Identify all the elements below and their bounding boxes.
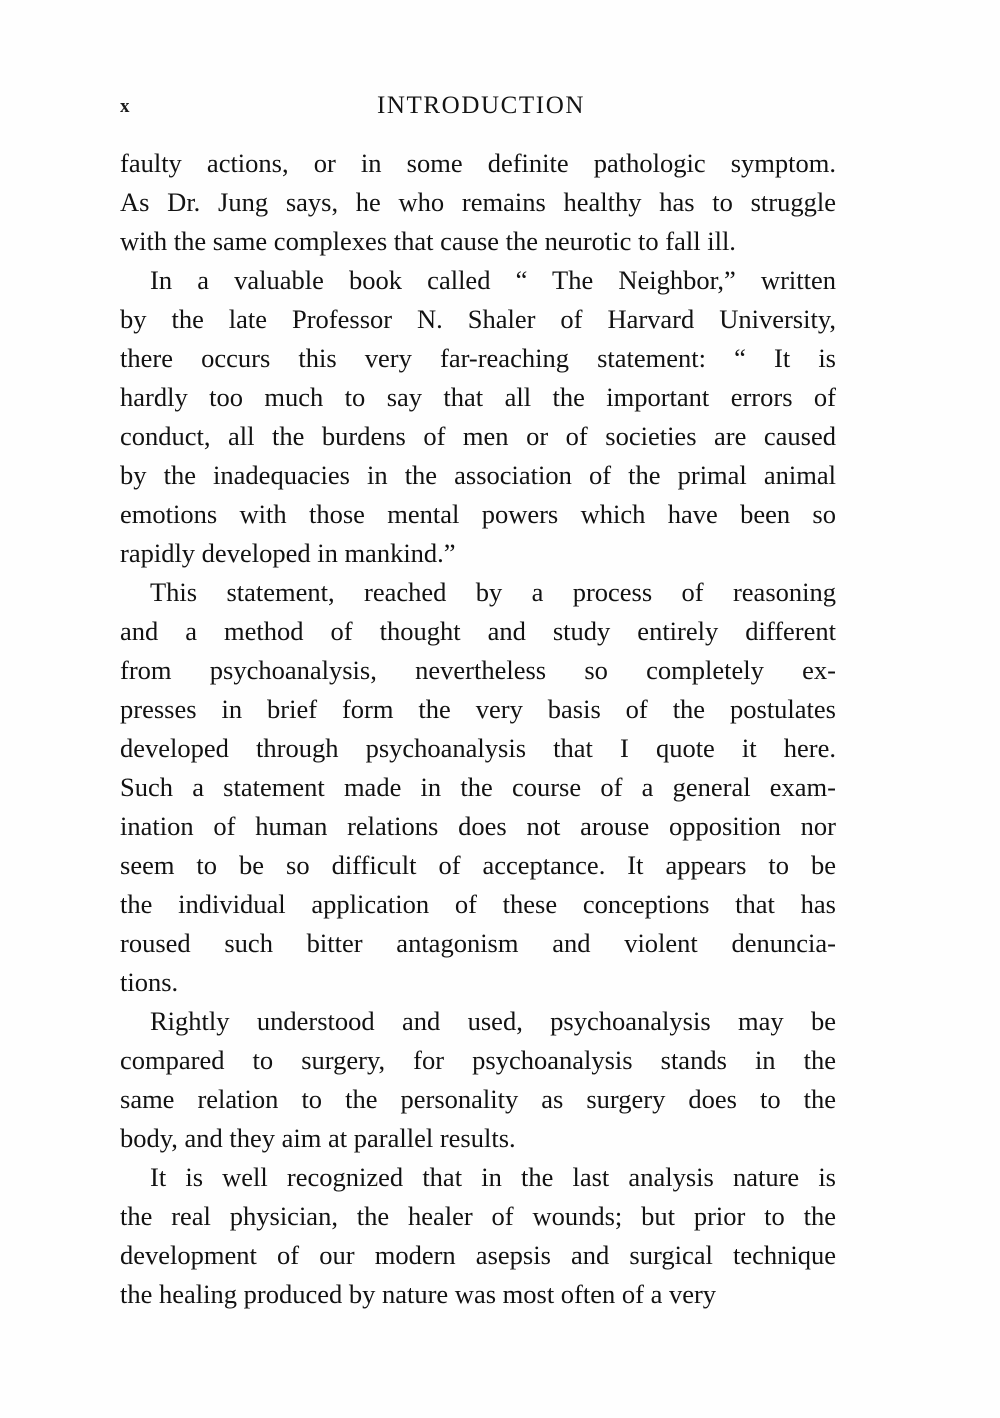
text-line <box>120 1002 836 1041</box>
text-line <box>120 534 836 573</box>
running-head-title: INTRODUCTION <box>376 92 586 119</box>
text-line <box>120 378 836 417</box>
text-line <box>120 651 836 690</box>
text-line <box>120 924 836 963</box>
paragraph <box>120 261 836 573</box>
text-line <box>120 183 836 222</box>
text-line <box>120 1275 836 1314</box>
text-line-content: the healing produced by nature was most often of a very <box>120 1279 717 1309</box>
text-line <box>120 222 836 261</box>
text-line <box>120 963 836 1002</box>
page-number: x <box>120 96 130 117</box>
text-line <box>120 612 836 651</box>
text-line <box>120 1236 836 1275</box>
text-line <box>120 846 836 885</box>
text-line-content: the individual application of these conceptions that has <box>120 889 836 919</box>
text-line-content: by the late Professor N. Shaler of Harvard University, <box>120 304 836 334</box>
text-line <box>120 261 836 300</box>
text-line-content: development of our modern asepsis and surgical technique <box>120 1240 836 1270</box>
text-line <box>120 300 836 339</box>
text-line-content: by the inadequacies in the association of the primal animal <box>120 460 836 490</box>
text-line <box>120 495 836 534</box>
text-line-content: and a method of thought and study entirely different <box>120 616 836 646</box>
text-line <box>120 339 836 378</box>
text-line-content: presses in brief form the very basis of the postulates <box>120 694 836 724</box>
paragraph <box>120 1002 836 1158</box>
text-line-content: the real physician, the healer of wounds; but prior to the <box>120 1201 836 1231</box>
text-line-content: from psychoanalysis, nevertheless so completely ex- <box>120 655 836 685</box>
text-line <box>120 417 836 456</box>
text-line-content: As Dr. Jung says, he who remains healthy has to struggle <box>120 187 836 217</box>
text-line <box>120 144 836 183</box>
text-line-content: there occurs this very far-reaching statement: “ It is <box>120 343 836 373</box>
text-line-content: same relation to the personality as surgery does to the <box>120 1084 836 1114</box>
text-line-content: body, and they aim at parallel results. <box>120 1123 516 1153</box>
running-head <box>120 92 836 126</box>
text-line <box>120 807 836 846</box>
paragraph <box>120 573 836 1002</box>
text-line <box>120 690 836 729</box>
text-line-content: Rightly understood and used, psychoanalysis may be <box>150 1006 836 1036</box>
text-line-content: In a valuable book called “ The Neighbor,” written <box>150 265 836 295</box>
text-line-content: Such a statement made in the course of a general exam- <box>120 772 836 802</box>
text-line-content: developed through psychoanalysis that I quote it here. <box>120 733 836 763</box>
text-line-content: ination of human relations does not arouse opposition nor <box>120 811 836 841</box>
text-line <box>120 1119 836 1158</box>
text-line <box>120 456 836 495</box>
paragraph <box>120 1158 836 1314</box>
text-line <box>120 1041 836 1080</box>
text-line <box>120 1080 836 1119</box>
text-line-content: roused such bitter antagonism and violent denuncia- <box>120 928 836 958</box>
text-line <box>120 885 836 924</box>
text-line-content: rapidly developed in mankind.” <box>120 538 456 568</box>
text-line <box>120 573 836 612</box>
text-line <box>120 1197 836 1236</box>
text-line <box>120 1158 836 1197</box>
text-line-content: compared to surgery, for psychoanalysis stands in the <box>120 1045 836 1075</box>
text-line-content: This statement, reached by a process of reasoning <box>150 577 836 607</box>
text-line-content: tions. <box>120 967 179 997</box>
text-line-content: It is well recognized that in the last analysis nature is <box>150 1162 836 1192</box>
body-text-block <box>120 144 836 1314</box>
text-line-content: emotions with those mental powers which have been so <box>120 499 836 529</box>
text-line-content: seem to be so difficult of acceptance. It appears to be <box>120 850 836 880</box>
paragraph <box>120 144 836 261</box>
text-line-content: hardly too much to say that all the important errors of <box>120 382 836 412</box>
text-line-content: conduct, all the burdens of men or of societies are caused <box>120 421 836 451</box>
text-line-content: with the same complexes that cause the neurotic to fall ill. <box>120 226 736 256</box>
text-line <box>120 729 836 768</box>
text-line <box>120 768 836 807</box>
text-line-content: faulty actions, or in some definite pathologic symptom. <box>120 148 836 178</box>
